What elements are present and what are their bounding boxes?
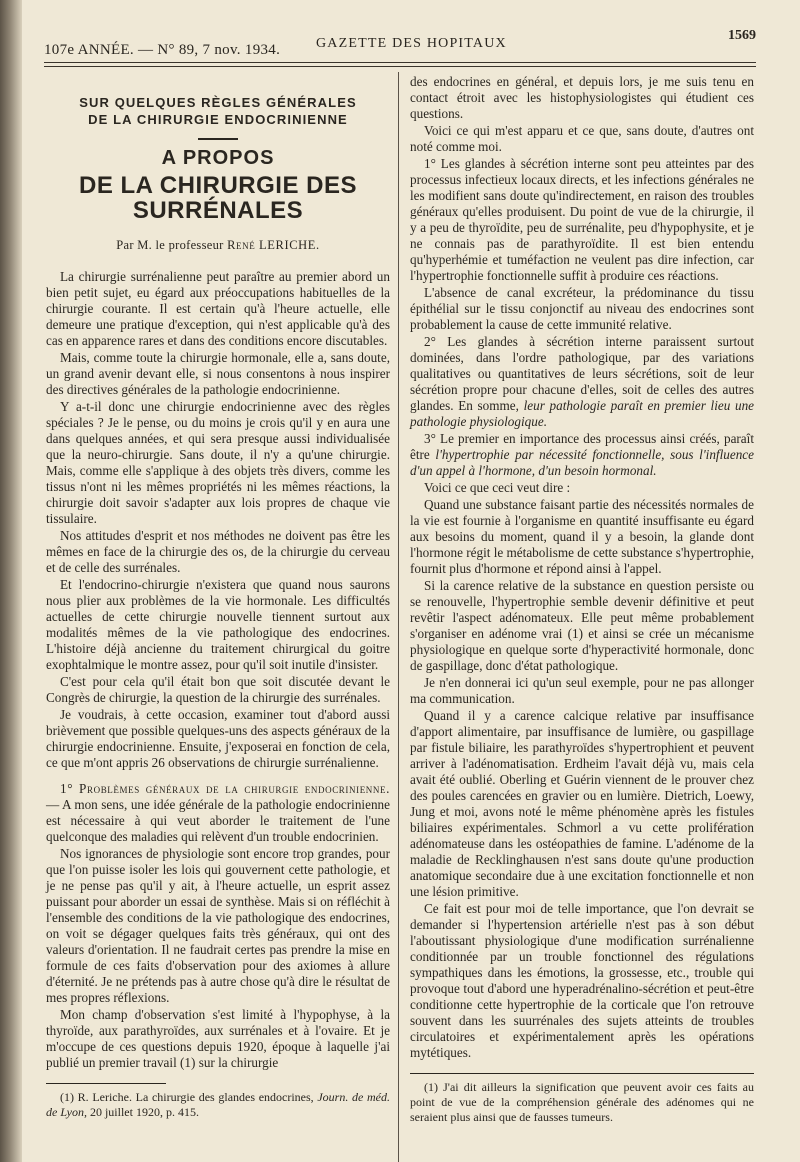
paragraph: Ce fait est pour moi de telle importance, que l'on devrait se demander si l'hypertension artérielle n'est pas à son début l'aboutissant physiologique d'une modification surrénalienne conditionnée par un trouble fonctionnel des régulations sympathiques dans les émotions, la grossesse, etc., trouble qui provoque tout d'abord une hyperadrénalino-sécrétion et peut-être conditionne cette hypertrophie de la corticale que l'on retrouve souvent dans les suurrénales des sujets atteints de troubles circulatoires et expérimentalement après les opérations mytétiques. bbox=[410, 901, 754, 1060]
section-intro: — A mon sens, une idée générale de la pathologie endocrinienne est nécessaire à qui veut aborder le traitement de l'une quelconque des maladies qui relèvent d'un trouble endocrinien. bbox=[46, 797, 390, 844]
paragraph: Voici ce qui m'est apparu et ce que, sans doute, d'autres ont noté comme moi. bbox=[410, 123, 754, 154]
issue-info: 107e ANNÉE. — N° 89, 7 nov. 1934. bbox=[44, 42, 281, 58]
paragraph: Mon champ d'observation s'est limité à l'hypophyse, à la thyroïde, aux parathyroïdes, aux surrénales et à l'ovaire. Et je m'occupe de ces questions depuis 1920, époque à laquelle j'ai publié un premier travail (1) sur la chirurgie bbox=[46, 1007, 390, 1070]
paragraph: Quand il y a carence calcique relative par insuffisance d'apport alimentaire, par insuffisance de lumière, ou gaspillage par fistule biliaire, les parathyroïdes s'hypertrophient et peuvent arriver à l'adénomatisation. Erdheim l'avait déjà vu, mais cela avait été oublié. Oberling et Guérin viennent de le prouver chez des poules carencées en gravier ou en lumière. Dietrich, Loewy, Jung et moi, avons noté le même phénomène après les fistules biliaires expérimentales. Schmorl a vu cette prolifération adénomateuse dans les ostéopathies de famine. L'adénome de la maladie de Recklinghausen n'est sans doute qu'une production anatomique secondaire due à une excitation fonctionnelle et non une lésion primitive. bbox=[410, 708, 754, 899]
author-name: René LERICHE. bbox=[227, 238, 320, 252]
header-rule-double bbox=[44, 66, 756, 67]
journal-title: GAZETTE DES HOPITAUX bbox=[316, 36, 507, 51]
page-header bbox=[44, 26, 756, 58]
page-binding-shadow bbox=[0, 0, 22, 1162]
emphasis: leur pathologie paraît en premier lieu une pathologie physiologique. bbox=[410, 398, 755, 429]
footnote-rule bbox=[46, 1083, 166, 1084]
column-divider bbox=[398, 72, 399, 1162]
paragraph: Nos attitudes d'esprit et nos méthodes ne doivent pas être les mêmes en face de la chirurgie des os, de la chirurgie du cerveau et de celle des surrénales. bbox=[46, 528, 390, 575]
footnote bbox=[46, 1090, 390, 1120]
paragraph bbox=[410, 334, 754, 430]
page-number: 1569 bbox=[728, 28, 756, 43]
footnote: (1) J'ai dit ailleurs la signification que peuvent avoir ces faits au point de vue de la compréhension générale des adénomes qui ne seraient plus ainsi que de fausses tumeurs. bbox=[410, 1080, 754, 1124]
footnote-text: La chirurgie des glandes endocrines, bbox=[135, 1090, 314, 1104]
paragraph: Nos ignorances de physiologie sont encore trop grandes, pour que l'on puisse isoler les lois qui gouvernent cette pathologie, et je ne pense pas qu'il y ait, à l'heure actuelle, un esprit assez puissant pour aborder un essai de synthèse. Mais si on réfléchit à l'ensemble des conditions de la vie pathologique des endocrines, on voit se dégager quelques faits très généraux, qui ont des valeurs d'orientation. Il ne faudrait certes pas prendre la mise en formule de ces faits d'observation pour des axiomes à allure d'éternité. Je ne prétends pas à autre chose qu'à dire le résultat de mes propres réflexions. bbox=[46, 846, 390, 1005]
series-line-2: DE LA CHIRURGIE ENDOCRINIENNE bbox=[88, 112, 348, 127]
section-paragraph bbox=[46, 781, 390, 845]
paragraph: 1° Les glandes à sécrétion interne sont peu atteintes par des processus infectieux locaux directs, et les infections générales ne les modifient sans doute qu'indirectement, en raison des troubles généraux qu'elles produisent. Du point de vue de la chirurgie, il y a peu de thyroïdite, peu de surrénalite, peu d'hypophysite, et je ne connais pas de parathyroïdite. Il est bien entendu qu'hyperhémie et tuméfaction ne veulent pas dire infection, car l'hypertrophie fonctionnelle suffit à produire ces réactions. bbox=[410, 156, 754, 283]
footnote-author: (1) R. Leriche. bbox=[60, 1090, 132, 1104]
series-heading bbox=[46, 94, 390, 128]
paragraph: Mais, comme toute la chirurgie hormonale, elle a, sans doute, un grand avenir devant elle, si nous consentons à nous inspirer des directives générales de la pathologie endocrinienne. bbox=[46, 350, 390, 397]
right-column bbox=[410, 74, 754, 1125]
paragraph: C'est pour cela qu'il était bon que soit discutée devant le Congrès de chirurgie, la question de la chirurgie des surrénales. bbox=[46, 674, 390, 705]
section-title: 1° Problèmes généraux de la chirurgie endocrinienne. bbox=[60, 781, 390, 796]
left-column bbox=[46, 74, 390, 1120]
footnote-date: 20 juillet 1920, p. 415. bbox=[89, 1105, 199, 1119]
title-line-2: DE LA CHIRURGIE DES SURRÉNALES bbox=[79, 172, 357, 224]
paragraph: Je n'en donnerai ici qu'un seul exemple, pour ne pas allonger ma communication. bbox=[410, 675, 754, 706]
series-line-1: SUR QUELQUES RÈGLES GÉNÉRALES bbox=[79, 95, 357, 110]
paragraph-text: 3° Le premier en importance des processus ainsi créés, paraît être bbox=[410, 431, 754, 462]
paragraph: Y a-t-il donc une chirurgie endocrinienne avec des règles spéciales ? Je le pense, ou du moins je crois qu'il y en aura une dans quelques années, et qui sera presque aussi individualisée que la neuro-chirurgie. Sans doute, il n'y a qu'une chirurgie. Mais, comme elle s'applique à des objets très divers, comme les tissus n'ont ni les mêmes propriétés ni les mêmes réactions, la chirurgie doit savoir s'adapter aux lois propres de chaque vie tissulaire. bbox=[46, 399, 390, 526]
paragraph: des endocrines en général, et depuis lors, je me suis tenu en contact étroit avec les histophysiologistes qui étudient ces questions. bbox=[410, 74, 754, 121]
footnote-rule bbox=[410, 1073, 754, 1074]
title-line-1: A PROPOS bbox=[161, 147, 275, 169]
paragraph: La chirurgie surrénalienne peut paraître au premier abord un bien petit sujet, eu égard aux préoccupations habituelles de la chirurgie courante. Il est certain qu'à l'heure actuelle, elle demeure une pratique d'exception, qui n'est applicable qu'à des cas en apparence rares et dans des conditions encore discutables. bbox=[46, 269, 390, 348]
paragraph: Si la carence relative de la substance en question persiste ou se renouvelle, l'hypertrophie semble devenir définitive et peut revêtir l'aspect adénomateux. Elle peut même probablement s'organiser en adénome vrai (1) et ainsi se crée un mécanisme physiologique en quelque sorte d'hyperactivité hormonale, donc de gaspillage, donc d'état pathologique. bbox=[410, 578, 754, 673]
byline bbox=[46, 237, 390, 253]
article-title bbox=[46, 146, 390, 223]
paragraph: Quand une substance faisant partie des nécessités normales de la vie est fournie à l'organisme en quantité insuffisante eu égard aux besoins du moment, quand il y a besoin, la glande dont l'hormone régit le métabolisme de cette substance s'hypertrophie, fournit plus d'hormone et répond ainsi à l'appel. bbox=[410, 497, 754, 576]
title-divider bbox=[198, 138, 238, 140]
paragraph: L'absence de canal excréteur, la prédominance du tissu épithélial sur le tissu conjonctif au niveau des endocrines sont probablement la cause de cette immunité relative. bbox=[410, 285, 754, 332]
header-rule bbox=[44, 62, 756, 63]
paragraph: Je voudrais, à cette occasion, examiner tout d'abord aussi brièvement que possible quelques-uns des aspects généraux de la chirurgie endocrinienne. Ensuite, j'exposerai en fonction de cela, ce que m'ont appris 26 observations de chirurgie surrénalienne. bbox=[46, 707, 390, 770]
byline-prefix: Par M. le professeur bbox=[116, 238, 224, 252]
paragraph: Voici ce que ceci veut dire : bbox=[424, 480, 571, 495]
paragraph-text: 2° Les glandes à sécrétion interne paraissent surtout dominées, dans l'ordre pathologique, par des variations qualitatives ou quantitatives de leurs sécrétions, soit de leur sécrétion propre pour chacune d'elles, soit de celles des autres glandes. En somme, bbox=[410, 334, 754, 413]
footnote-journal: Journ. de méd. de Lyon, bbox=[46, 1090, 391, 1119]
paragraph: Et l'endocrino-chirurgie n'existera que quand nous saurons nous plier aux problèmes de la vie hormonale. Les difficultés actuelles de cette chirurgie nouvelle tiennent surtout aux modalités mêmes de la vie pathologique des endocrines. L'histoire déjà ancienne du traitement chirurgical du goitre exophtalmique le montre assez, pour qu'il soit inutile d'insister. bbox=[46, 577, 390, 672]
paragraph bbox=[410, 431, 754, 479]
emphasis: l'hypertrophie par nécessité fonctionnelle, sous l'influence d'un appel à l'hormone, d'un besoin hormonal. bbox=[410, 447, 755, 478]
